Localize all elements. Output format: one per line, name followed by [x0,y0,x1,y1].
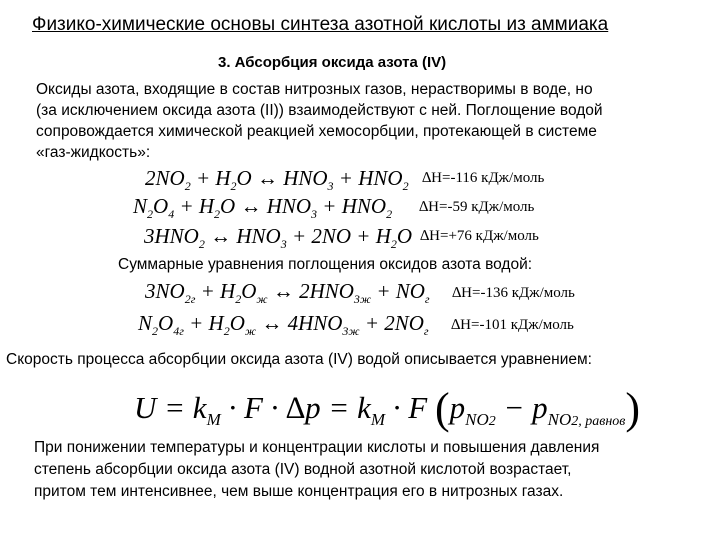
summary-heat-2: ∆H=-101 кДж/моль [451,317,574,333]
intro-line-2: (за исключением оксида азота (II)) взаимодействуют с ней. Поглощение водой [36,102,603,119]
rate-equation: $U = k_M \cdot F \cdot \Delta p = k_M \cdot F$ $(p_{NO2} - p_{NO2, равнов})$ [134,384,641,433]
conclusion-line-2: степень абсорбции оксида азота (IV) водной азотной кислотой возрастает, [34,461,572,478]
reaction-equation-2: $N_2O_4 + H_2O$ ↔ $HNO_3 + HNO_2$ [133,194,393,222]
reaction-equation-1: $2NO_2 + H_2O$ ↔ $HNO_3 + HNO_2$ [145,166,409,194]
summary-heat-1: ∆H=-136 кДж/моль [452,285,575,301]
conclusion-line-3: притом тем интенсивнее, чем выше концентрация его в нитрозных газах. [34,483,564,500]
reaction-heat-3: ∆H=+76 кДж/моль [420,228,539,244]
intro-line-4: «газ-жидкость»: [36,144,151,161]
conclusion-line-1: При понижении температуры и концентрации кислоты и повышения давления [34,439,600,456]
summary-equation-1: $3NO_{2г} + H_2O_ж$ ↔ $2HNO_{3ж} + NO_г$ [145,279,430,307]
intro-line-1: Оксиды азота, входящие в состав нитрозных газов, нерастворимы в воде, но [36,81,593,98]
intro-line-3: сопровождается химической реакцией хемосорбции, протекающей в системе [36,123,597,140]
summary-equation-2: $N_2O_{4г} + H_2O_ж$ ↔ $4HNO_{3ж} + 2NO_г$ [138,311,429,339]
reaction-equation-3: $3HNO_2$ ↔ $HNO_3 + 2NO + H_2O$ [144,224,413,252]
summary-label: Суммарные уравнения поглощения оксидов азота водой: [118,256,533,273]
reaction-heat-1: ∆H=-116 кДж/моль [422,170,545,186]
slide-title: Физико-химические основы синтеза азотной кислоты из аммиака [32,14,609,35]
reaction-heat-2: ∆H=-59 кДж/моль [419,199,535,215]
section-subtitle: 3. Абсорбция оксида азота (IV) [218,54,447,71]
rate-label: Скорость процесса абсорбции оксида азота (IV) водой описывается уравнением: [6,351,592,368]
